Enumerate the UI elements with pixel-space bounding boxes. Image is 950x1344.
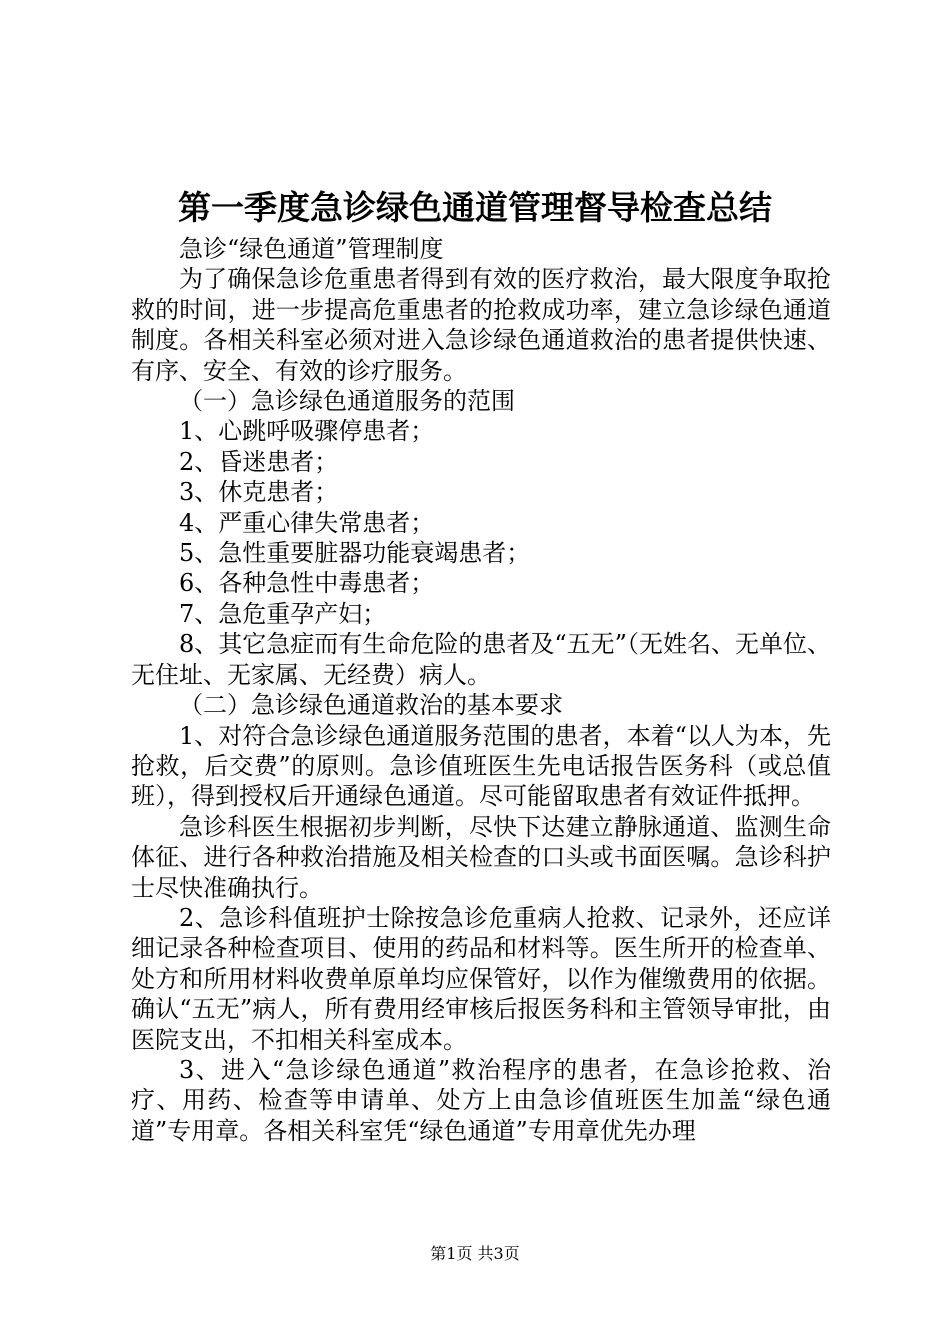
- list-item: 3、休克患者；: [179, 478, 339, 507]
- list-item: 6、各种急性中毒患者；: [179, 569, 435, 598]
- requirement-paragraph: 急诊科医生根据初步判断，尽快下达建立静脉通道、监测生命体征、进行各种救治措施及相关检查的口头或书面医嘱。急诊科护士尽快准确执行。: [131, 812, 831, 902]
- section-heading: 急诊“绿色通道”管理制度: [179, 235, 444, 263]
- list-item: 2、昏迷患者；: [179, 447, 339, 476]
- requirement-paragraph: 1、对符合急诊绿色通道服务范围的患者，本着“以人为本，先抢救，后交费”的原则。急诊值班医生先电话报告医务科（或总值班），得到授权后开通绿色通道。尽可能留取患者有效证件抵押。: [131, 721, 831, 811]
- document-title: 第一季度急诊绿色通道管理督导检查总结: [178, 188, 772, 227]
- list-item: 5、急性重要脏器功能衰竭患者；: [179, 539, 531, 568]
- list-item: 4、严重心律失常患者；: [179, 508, 435, 537]
- document-body: [131, 234, 831, 1146]
- intro-paragraph: 为了确保急诊危重患者得到有效的医疗救治，最大限度争取抢救的时间，进一步提高危重患者的抢救成功率，建立急诊绿色通道制度。各相关科室必须对进入急诊绿色通道救治的患者提供快速、有序、安全、有效的诊疗服务。: [131, 265, 831, 385]
- requirement-paragraph: 2、急诊科值班护士除按急诊危重病人抢救、记录外，还应详细记录各种检查项目、使用的药品和材料等。医生所开的检查单、处方和所用材料收费单原单均应保管好，以作为催缴费用的依据。确认“五无”病人，所有费用经审核后报医务科和主管领导审批，由医院支出，不扣相关科室成本。: [131, 903, 831, 1054]
- list-item: 8、其它急症而有生命危险的患者及“五无”（无姓名、无单位、无住址、无家属、无经费）病人。: [131, 630, 831, 689]
- list-item: 1、心跳呼吸骤停患者；: [179, 417, 435, 446]
- subsection-heading-requirements: （二）急诊绿色通道救治的基本要求: [179, 691, 563, 720]
- subsection-heading-scope: （一）急诊绿色通道服务的范围: [179, 387, 515, 416]
- requirement-paragraph: 3、进入“急诊绿色通道”救治程序的患者，在急诊抢救、治疗、用药、检查等申请单、处方上由急诊值班医生加盖“绿色通道”专用章。各相关科室凭“绿色通道”专用章优先办理: [131, 1055, 831, 1145]
- page-number-footer: 第1页 共3页: [430, 1244, 520, 1263]
- list-item: 7、急危重孕产妇；: [179, 599, 387, 628]
